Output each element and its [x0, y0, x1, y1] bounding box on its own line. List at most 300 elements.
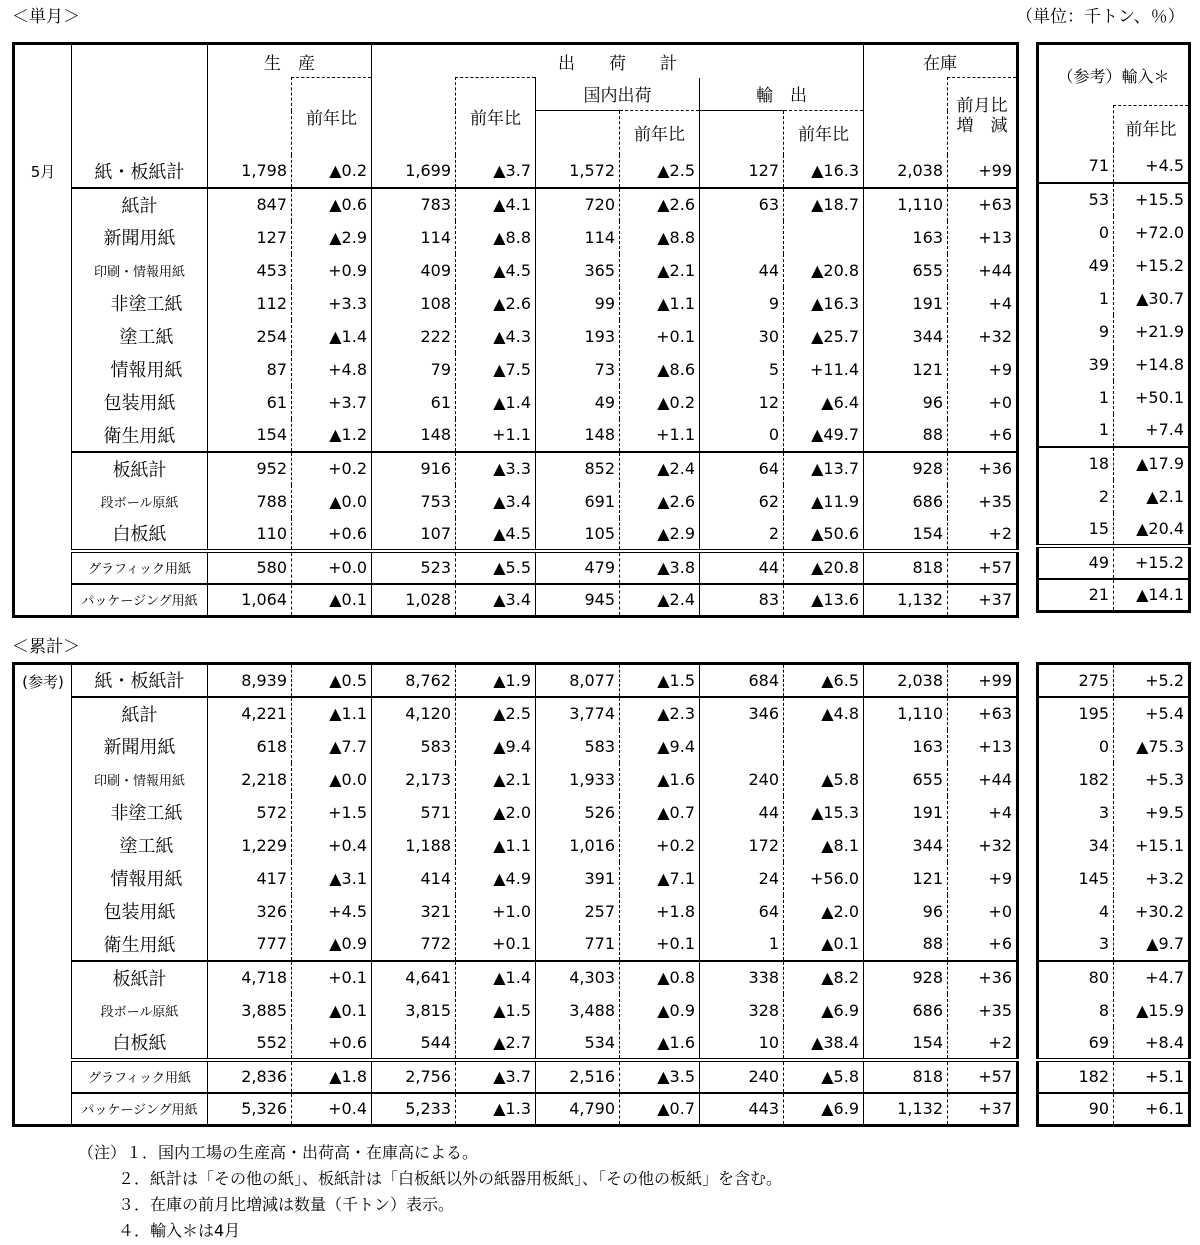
cell: 8 — [1038, 994, 1114, 1027]
row-name: 印刷・情報用紙 — [72, 763, 208, 796]
row-name: 板紙計 — [72, 961, 208, 994]
cell: ▲20.8 — [784, 551, 864, 584]
cell: ▲1.4 — [456, 961, 536, 994]
cell: +0.4 — [292, 1093, 372, 1126]
cell: 127 — [700, 155, 784, 188]
header-prod-blank — [208, 78, 292, 155]
cell: +0.2 — [620, 829, 700, 862]
cell: ▲2.4 — [620, 584, 700, 617]
cell: 1,110 — [864, 188, 948, 221]
cell: ▲2.1 — [456, 763, 536, 796]
cell: +3.3 — [292, 287, 372, 320]
table-row — [1038, 249, 1190, 282]
table-row — [14, 452, 1018, 485]
cell: ▲17.9 — [1114, 447, 1190, 480]
cell: 409 — [372, 254, 456, 287]
cell: ▲2.9 — [292, 221, 372, 254]
cell: ▲2.6 — [456, 287, 536, 320]
cell: +4 — [948, 796, 1018, 829]
cell: ▲0.7 — [620, 796, 700, 829]
cell: 73 — [536, 353, 620, 386]
table-row — [14, 730, 1018, 763]
row-name: 情報用紙 — [72, 353, 208, 386]
cell: +6 — [948, 419, 1018, 452]
cell — [700, 221, 784, 254]
cell: +3.7 — [292, 386, 372, 419]
table-row — [14, 961, 1018, 994]
cell: +4.8 — [292, 353, 372, 386]
row-name: 塗工紙 — [72, 829, 208, 862]
cell: ▲50.6 — [784, 518, 864, 551]
table-row — [1038, 381, 1190, 414]
cell: +4 — [948, 287, 1018, 320]
cell: ▲2.4 — [620, 452, 700, 485]
monthly-label: ＜単月＞ — [12, 7, 80, 27]
cell: 4,221 — [208, 697, 292, 730]
cell: +4.5 — [292, 895, 372, 928]
cell: +35 — [948, 994, 1018, 1027]
table-row — [1038, 315, 1190, 348]
cell: +9.5 — [1145, 802, 1184, 822]
cell: ▲20.8 — [784, 254, 864, 287]
cell: ▲5.8 — [784, 1060, 864, 1093]
cell: 105 — [536, 518, 620, 551]
cell: 2 — [1038, 480, 1114, 513]
cell: 534 — [536, 1027, 620, 1060]
cell: +44 — [948, 254, 1018, 287]
table-row — [1038, 994, 1190, 1027]
cell: +14.8 — [1134, 354, 1185, 374]
row-name: 白板紙 — [72, 518, 208, 551]
cell: ▲2.9 — [620, 518, 700, 551]
cell: +1.5 — [292, 796, 372, 829]
cell: 720 — [536, 188, 620, 221]
cell: 338 — [700, 961, 784, 994]
cell: ▲25.7 — [784, 320, 864, 353]
cell: 684 — [700, 664, 784, 697]
cell: 783 — [372, 188, 456, 221]
row-name: 包装用紙 — [72, 386, 208, 419]
cell: 69 — [1038, 1027, 1114, 1060]
cell: ▲0.7 — [620, 1093, 700, 1126]
cell: ▲0.5 — [292, 664, 372, 697]
table-row — [1038, 1060, 1190, 1093]
cell: +0.0 — [292, 551, 372, 584]
cell: ▲16.3 — [784, 155, 864, 188]
table-row — [1038, 961, 1190, 994]
cell: +11.4 — [784, 353, 864, 386]
cell: 1,798 — [208, 155, 292, 188]
table-row — [14, 895, 1018, 928]
row-name: 包装用紙 — [72, 895, 208, 928]
cell: 443 — [700, 1093, 784, 1126]
cell: 61 — [208, 386, 292, 419]
cell: 526 — [536, 796, 620, 829]
cell: 88 — [864, 928, 948, 961]
cell: 3,885 — [208, 994, 292, 1027]
cell: 63 — [700, 188, 784, 221]
cell: +0.6 — [292, 518, 372, 551]
cell: 328 — [700, 994, 784, 1027]
cell: 1,028 — [372, 584, 456, 617]
cell: ▲6.4 — [784, 386, 864, 419]
cell: 788 — [208, 485, 292, 518]
cell: +37 — [948, 584, 1018, 617]
table-row — [14, 386, 1018, 419]
table-row — [1038, 480, 1190, 513]
cell: +15.2 — [1134, 255, 1185, 275]
cell: 195 — [1038, 697, 1114, 730]
row-name: 非塗工紙 — [72, 287, 208, 320]
cell: 4 — [1038, 895, 1114, 928]
cell: 771 — [536, 928, 620, 961]
cell: +1.1 — [620, 419, 700, 452]
cell: ▲7.1 — [620, 862, 700, 895]
cell: +6.1 — [1114, 1093, 1190, 1126]
header-export-yoy: 前年比 — [784, 111, 864, 155]
cell: +99 — [948, 664, 1018, 697]
cell: +0 — [948, 895, 1018, 928]
cell: 772 — [372, 928, 456, 961]
row-name: 非塗工紙 — [72, 796, 208, 829]
cell: +0.9 — [292, 254, 372, 287]
cell: ▲2.0 — [784, 895, 864, 928]
cell: 163 — [864, 730, 948, 763]
cell: +5.2 — [1145, 670, 1184, 690]
row-name: 情報用紙 — [72, 862, 208, 895]
row-name: 新聞用紙 — [72, 730, 208, 763]
cell: ▲3.7 — [456, 1060, 536, 1093]
cell: 8,939 — [208, 664, 292, 697]
cell: 1 — [700, 928, 784, 961]
cell: 154 — [208, 419, 292, 452]
cell: ▲1.1 — [292, 697, 372, 730]
cell: 64 — [700, 452, 784, 485]
cell: ▲1.1 — [456, 829, 536, 862]
cell: 110 — [208, 518, 292, 551]
cell: 414 — [372, 862, 456, 895]
cell: ▲4.1 — [456, 188, 536, 221]
cell: ▲2.1 — [1146, 486, 1185, 506]
row-name: グラフィック用紙 — [72, 551, 208, 584]
cell: 580 — [208, 551, 292, 584]
table-row — [14, 697, 1018, 730]
cell: 127 — [208, 221, 292, 254]
cell: +6 — [948, 928, 1018, 961]
cell: 193 — [536, 320, 620, 353]
cell: ▲7.7 — [292, 730, 372, 763]
cell: 544 — [372, 1027, 456, 1060]
cell: ▲15.9 — [1136, 1000, 1184, 1020]
table-row — [1038, 546, 1190, 579]
cell: 2 — [700, 518, 784, 551]
cell: 417 — [208, 862, 292, 895]
cell: 4,718 — [208, 961, 292, 994]
cell: 182 — [1038, 763, 1114, 796]
header-shipments: 出 荷 計 — [372, 44, 864, 78]
cell: ▲0.1 — [292, 994, 372, 1027]
cell: 3,488 — [536, 994, 620, 1027]
cell: 5 — [700, 353, 784, 386]
cell: 44 — [700, 796, 784, 829]
period-label: (参考) — [14, 664, 72, 1126]
cell: ▲4.3 — [456, 320, 536, 353]
row-name: 衛生用紙 — [72, 928, 208, 961]
cell: ▲2.5 — [620, 155, 700, 188]
cell: 148 — [536, 419, 620, 452]
cell: ▲75.3 — [1136, 736, 1184, 756]
cell: ▲0.9 — [620, 994, 700, 1027]
cell: ▲4.9 — [456, 862, 536, 895]
cell: ▲0.0 — [292, 485, 372, 518]
cell: +15.2 — [1114, 546, 1190, 579]
cell: 99 — [536, 287, 620, 320]
cell: +99 — [948, 155, 1018, 188]
cell: +4.5 — [1145, 156, 1185, 175]
cell: ▲16.3 — [784, 287, 864, 320]
cell: 5,326 — [208, 1093, 292, 1126]
table-row — [14, 1093, 1018, 1126]
cell: ▲1.9 — [456, 664, 536, 697]
cell: ▲1.8 — [292, 1060, 372, 1093]
cell: ▲1.6 — [620, 763, 700, 796]
cell — [700, 730, 784, 763]
cell: 1 — [1038, 381, 1114, 414]
cell: +1.0 — [456, 895, 536, 928]
cell: ▲3.7 — [456, 155, 536, 188]
cell: ▲1.2 — [292, 419, 372, 452]
header-dom-blank — [536, 111, 620, 155]
table-row — [14, 584, 1018, 617]
cell: 4,641 — [372, 961, 456, 994]
cell: 655 — [864, 763, 948, 796]
cumulative-import-table — [1036, 662, 1191, 1127]
table-row — [14, 928, 1018, 961]
cell: 254 — [208, 320, 292, 353]
row-name: 段ボール原紙 — [72, 485, 208, 518]
monthly-main-table — [12, 42, 1019, 618]
cell: 61 — [372, 386, 456, 419]
cell: 10 — [700, 1027, 784, 1060]
cell: 2,038 — [864, 155, 948, 188]
cell: ▲6.9 — [784, 1093, 864, 1126]
cell: 2,836 — [208, 1060, 292, 1093]
cell: 240 — [700, 1060, 784, 1093]
cell: +35 — [948, 485, 1018, 518]
cell: 4,790 — [536, 1093, 620, 1126]
cell: 30 — [700, 320, 784, 353]
cell: 1,110 — [864, 697, 948, 730]
table-row — [1038, 414, 1190, 447]
cell: ▲14.1 — [1114, 579, 1190, 612]
cell: 391 — [536, 862, 620, 895]
cell: 191 — [864, 796, 948, 829]
table-row — [1038, 796, 1190, 829]
cell: 852 — [536, 452, 620, 485]
cell: ▲3.1 — [292, 862, 372, 895]
cell: ▲1.6 — [620, 1027, 700, 1060]
cell: 1,229 — [208, 829, 292, 862]
cell: 8,077 — [536, 664, 620, 697]
cell: ▲18.7 — [784, 188, 864, 221]
cell: 3 — [1038, 928, 1114, 961]
header-blank-name — [72, 44, 208, 155]
cell: 818 — [864, 1060, 948, 1093]
header-imports: （参考）輸入＊ — [1057, 66, 1170, 86]
cell: 344 — [864, 829, 948, 862]
cell: 3,815 — [372, 994, 456, 1027]
cell: 753 — [372, 485, 456, 518]
cell: ▲2.5 — [456, 697, 536, 730]
cell: +36 — [948, 961, 1018, 994]
cell: ▲38.4 — [784, 1027, 864, 1060]
period-label: 5月 — [14, 155, 72, 617]
cell: 12 — [700, 386, 784, 419]
table-row — [14, 419, 1018, 452]
cell: 552 — [208, 1027, 292, 1060]
cell: ▲2.3 — [620, 697, 700, 730]
cell: ▲5.8 — [784, 763, 864, 796]
table-row — [1038, 513, 1190, 546]
notes — [78, 1140, 782, 1244]
cell: 64 — [700, 895, 784, 928]
cell: 24 — [700, 862, 784, 895]
cell: +15.1 — [1134, 835, 1184, 855]
table-row — [1038, 1093, 1190, 1126]
cell: 1,188 — [372, 829, 456, 862]
cell: 3 — [1038, 796, 1114, 829]
cell: 39 — [1038, 348, 1114, 381]
cell: ▲2.7 — [456, 1027, 536, 1060]
cell: ▲9.4 — [620, 730, 700, 763]
cell: ▲8.8 — [620, 221, 700, 254]
monthly-import-table — [1036, 42, 1191, 613]
cell: ▲1.3 — [456, 1093, 536, 1126]
cell: 1 — [1038, 282, 1114, 315]
cell: ▲0.9 — [292, 928, 372, 961]
cell: +0.4 — [292, 829, 372, 862]
cell — [784, 730, 864, 763]
table-row — [1038, 730, 1190, 763]
cell: 365 — [536, 254, 620, 287]
table-row — [14, 155, 1018, 188]
cell: +9 — [948, 862, 1018, 895]
table-row — [14, 664, 1018, 697]
cell: +57 — [948, 1060, 1018, 1093]
unit-label: （単位：千トン、％） — [1016, 7, 1185, 27]
cell: 114 — [372, 221, 456, 254]
cell: +7.4 — [1145, 420, 1185, 439]
cell: 34 — [1038, 829, 1114, 862]
cell: 583 — [372, 730, 456, 763]
table-row — [14, 188, 1018, 221]
cell: 572 — [208, 796, 292, 829]
table-row — [1038, 664, 1190, 697]
cell: ▲3.4 — [456, 584, 536, 617]
cell: +63 — [948, 697, 1018, 730]
table-row — [1038, 348, 1190, 381]
cell: +4.7 — [1114, 961, 1190, 994]
cell: ▲0.2 — [292, 155, 372, 188]
cell: 847 — [208, 188, 292, 221]
note-1: （注）１．国内工場の生産高・出荷高・在庫高による。 — [78, 1143, 479, 1162]
cell: ▲2.1 — [620, 254, 700, 287]
note-3: ３．在庫の前月比増減は数量（千トン）表示。 — [118, 1195, 455, 1214]
cell: +5.3 — [1145, 769, 1184, 789]
cell: 71 — [1038, 150, 1114, 183]
note-4: ４．輸入＊は4月 — [118, 1221, 241, 1240]
cell: 1,572 — [536, 155, 620, 188]
header-export: 輸 出 — [700, 78, 864, 111]
cell: +8.4 — [1145, 1032, 1184, 1052]
table-row — [14, 551, 1018, 584]
cell: 148 — [372, 419, 456, 452]
cell: 83 — [700, 584, 784, 617]
header-inventory-mom: 前月比 増 減 — [948, 78, 1018, 155]
cell: 916 — [372, 452, 456, 485]
header-inventory: 在庫 — [864, 44, 1018, 78]
header-production-yoy: 前年比 — [292, 78, 372, 155]
cell: +0.1 — [620, 320, 700, 353]
cell: 49 — [1038, 546, 1114, 579]
cell: 1,699 — [372, 155, 456, 188]
cell: ▲0.1 — [784, 928, 864, 961]
cell: +50.1 — [1134, 387, 1185, 407]
cell: ▲5.5 — [456, 551, 536, 584]
cell: 453 — [208, 254, 292, 287]
cell: 571 — [372, 796, 456, 829]
cell: 107 — [372, 518, 456, 551]
cell: ▲6.9 — [784, 994, 864, 1027]
cell: ▲0.2 — [620, 386, 700, 419]
cell: ▲8.8 — [456, 221, 536, 254]
cell: 2,218 — [208, 763, 292, 796]
table-row — [1038, 579, 1190, 612]
header-production: 生 産 — [208, 44, 372, 78]
cell: +0.1 — [456, 928, 536, 961]
cell: +2 — [948, 1027, 1018, 1060]
cell: 1,132 — [864, 584, 948, 617]
cell: 121 — [864, 353, 948, 386]
header-ship-blank — [372, 78, 456, 155]
cell: ▲9.4 — [456, 730, 536, 763]
cell: ▲2.6 — [620, 188, 700, 221]
row-name: 新聞用紙 — [72, 221, 208, 254]
cell: +72.0 — [1134, 222, 1185, 242]
table-row — [14, 862, 1018, 895]
cell: +5.4 — [1114, 697, 1190, 730]
cell: 479 — [536, 551, 620, 584]
cell: 21 — [1038, 579, 1114, 612]
cell: ▲0.8 — [620, 961, 700, 994]
cell: 344 — [864, 320, 948, 353]
cell: 112 — [208, 287, 292, 320]
cell: 49 — [536, 386, 620, 419]
cell: +36 — [948, 452, 1018, 485]
cell: 928 — [864, 452, 948, 485]
cell: 80 — [1038, 961, 1114, 994]
row-name: 塗工紙 — [72, 320, 208, 353]
cell: ▲1.4 — [292, 320, 372, 353]
cell: 1,064 — [208, 584, 292, 617]
table-row — [14, 829, 1018, 862]
cell: 240 — [700, 763, 784, 796]
table-row — [1038, 862, 1190, 895]
cell: +37 — [948, 1093, 1018, 1126]
cell: 275 — [1038, 664, 1114, 697]
cell: 172 — [700, 829, 784, 862]
cell: ▲3.4 — [456, 485, 536, 518]
